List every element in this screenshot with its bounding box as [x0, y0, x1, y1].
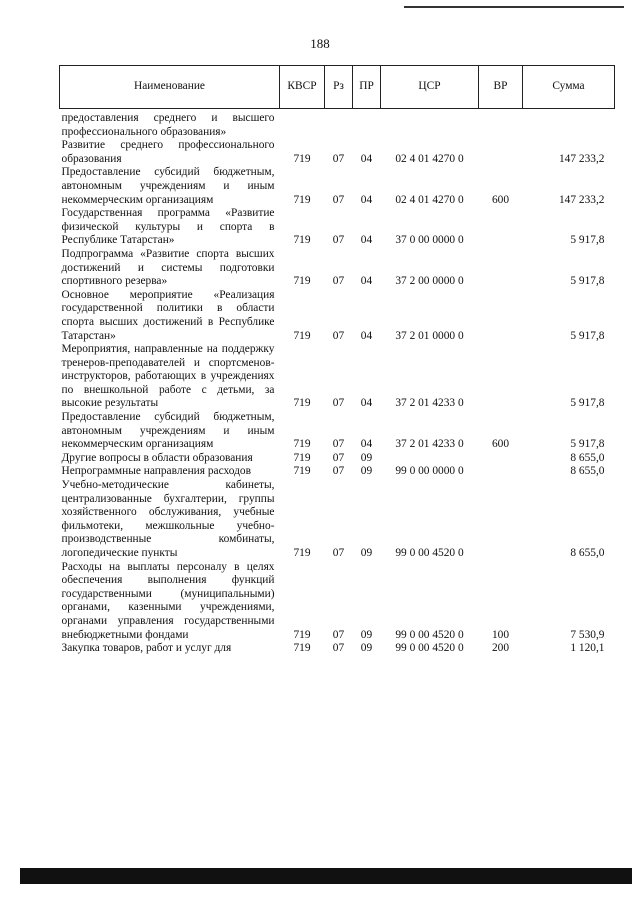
column-header-kvsr: КВСР: [280, 66, 325, 109]
cell-csr: 37 0 00 0000 0: [395, 234, 464, 247]
cell-name: Государственная программа «Развитие физической культуры и спорта в Республике Татарстан»: [61, 207, 275, 247]
cell-sum: 5 917,8: [570, 275, 605, 288]
cell-sum: 147 233,2: [558, 193, 605, 206]
cell-name: Расходы на выплаты персоналу в целях обеспечения выполнения функций государственными (муниципальными) органами, казенными учреждениями, органами управления государственными внебюджетными фондами: [61, 560, 275, 641]
cell-rz: 07: [332, 234, 345, 247]
cell-pr: 09: [360, 465, 373, 478]
cell-pr: 04: [360, 275, 373, 288]
cell-kvsr: 719: [293, 152, 311, 165]
cell-rz: 07: [332, 397, 345, 410]
cell-csr: [381, 109, 479, 140]
table-row: [60, 248, 615, 289]
cell-name: Закупка товаров, работ и услуг для: [61, 642, 232, 655]
cell-sum: 8 655,0: [570, 451, 605, 464]
cell-pr: 04: [360, 152, 373, 165]
cell-rz: 07: [332, 628, 345, 641]
cell-kvsr: 719: [293, 234, 311, 247]
cell-rz: [325, 109, 353, 140]
table-row: [60, 465, 615, 479]
cell-pr: 09: [360, 628, 373, 641]
cell-kvsr: 719: [293, 547, 311, 559]
page-number: 188: [310, 36, 330, 51]
cell-sum: 5 917,8: [570, 234, 605, 247]
cell-sum: 147 233,2: [558, 152, 605, 165]
cell-sum: 5 917,8: [570, 438, 605, 451]
cell-rz: 07: [332, 465, 345, 478]
cell-rz: 07: [332, 438, 345, 451]
cell-kvsr: 719: [293, 193, 311, 206]
cell-csr: [381, 452, 479, 466]
cell-vr: [479, 248, 523, 289]
cell-name: Основное мероприятие «Реализация государственной политики в области спорта высших достижений в Республике Татарстан»: [61, 288, 275, 342]
cell-sum: [523, 109, 615, 140]
cell-sum: 5 917,8: [570, 329, 605, 342]
cell-vr: [479, 207, 523, 248]
cell-rz: 07: [332, 329, 345, 342]
cell-name: Развитие среднего профессионального образования: [61, 139, 275, 165]
cell-pr: 04: [360, 234, 373, 247]
cell-kvsr: 719: [293, 628, 311, 641]
cell-sum: 1 120,1: [570, 642, 605, 655]
cell-pr: 09: [360, 547, 373, 559]
cell-sum: 7 530,9: [570, 628, 605, 641]
table-row: [60, 642, 615, 656]
cell-name: Мероприятия, направленные на поддержку тренеров-преподавателей и спортсменов-инструкторов, работающих в учреждениях по внешкольной работе с детьми, за высокие результаты: [61, 343, 275, 410]
cell-rz: 07: [332, 193, 345, 206]
column-header-vr: ВР: [479, 66, 523, 109]
cell-name: Подпрограмма «Развитие спорта высших достижений и системы подготовки спортивного резерва»: [61, 247, 275, 288]
table-row: [60, 289, 615, 343]
cell-name: Другие вопросы в области образования: [61, 451, 253, 464]
cell-pr: 09: [360, 642, 373, 655]
cell-sum: 5 917,8: [570, 397, 605, 410]
cell-kvsr: 719: [293, 275, 311, 288]
cell-rz: 07: [332, 642, 345, 655]
cell-name: Учебно-методические кабинеты, централизованные бухгалтерии, группы хозяйственного обслуживания, учебные фильмотеки, межшкольные учебно-производственные комбинаты, логопедические пункты: [61, 479, 275, 559]
cell-vr: [479, 109, 523, 140]
cell-sum: 8 655,0: [570, 547, 605, 559]
cell-kvsr: 719: [293, 642, 311, 655]
cell-rz: 07: [332, 451, 345, 464]
table-body: [60, 109, 615, 656]
cell-vr: 200: [491, 642, 510, 655]
cell-csr: 99 0 00 4520 0: [395, 642, 464, 655]
cell-pr: 09: [360, 451, 373, 464]
cell-vr: [479, 465, 523, 479]
cell-name: Непрограммные направления расходов: [61, 465, 252, 478]
cell-pr: [353, 109, 381, 140]
cell-kvsr: 719: [293, 438, 311, 451]
cell-csr: 02 4 01 4270 0: [395, 193, 464, 206]
cell-vr: 100: [491, 628, 510, 641]
table-row: [60, 411, 615, 452]
cell-kvsr: 719: [293, 451, 311, 464]
cell-vr: [479, 139, 523, 166]
cell-csr: 37 2 00 0000 0: [395, 275, 464, 288]
cell-name: предоставления среднего и высшего профессионального образования»: [61, 112, 275, 138]
cell-csr: 37 2 01 4233 0: [395, 438, 464, 451]
table-row: [60, 109, 615, 140]
column-header-pr: ПР: [353, 66, 381, 109]
cell-csr: 02 4 01 4270 0: [395, 152, 464, 165]
cell-kvsr: 719: [293, 465, 311, 478]
cell-vr: 600: [491, 193, 510, 206]
cell-kvsr: [280, 109, 325, 140]
column-header-csr: ЦСР: [381, 66, 479, 109]
cell-vr: 600: [491, 438, 510, 451]
table-header-row: [60, 66, 615, 109]
cell-sum: 8 655,0: [570, 465, 605, 478]
cell-vr: [479, 289, 523, 343]
table-row: [60, 343, 615, 411]
cell-pr: 04: [360, 329, 373, 342]
cell-name: Предоставление субсидий бюджетным, автономным учреждениям и иным некоммерческим организациям: [61, 411, 275, 451]
cell-csr: 37 2 01 4233 0: [395, 397, 464, 410]
top-rule: [404, 6, 624, 8]
cell-csr: 99 0 00 0000 0: [395, 465, 464, 478]
column-header-name: Наименование: [60, 66, 280, 109]
cell-rz: 07: [332, 275, 345, 288]
cell-pr: 04: [360, 438, 373, 451]
cell-kvsr: 719: [293, 329, 311, 342]
column-header-sum: Сумма: [523, 66, 615, 109]
cell-csr: 99 0 00 4520 0: [395, 628, 464, 641]
cell-vr: [479, 343, 523, 411]
table-row: [60, 139, 615, 166]
table-row: [60, 561, 615, 643]
cell-vr: [479, 452, 523, 466]
cell-pr: 04: [360, 193, 373, 206]
cell-name: Предоставление субсидий бюджетным, автономным учреждениям и иным некоммерческим организациям: [61, 166, 275, 206]
cell-rz: 07: [332, 547, 345, 559]
table-row: [60, 452, 615, 466]
cell-vr: [479, 479, 523, 561]
table-row: [60, 166, 615, 207]
cell-kvsr: 719: [293, 397, 311, 410]
table-row: [60, 479, 615, 561]
scan-bottom-edge: [20, 868, 632, 884]
cell-pr: 04: [360, 397, 373, 410]
column-header-rz: Рз: [325, 66, 353, 109]
budget-table: [59, 65, 615, 656]
cell-csr: 37 2 01 0000 0: [395, 329, 464, 342]
cell-rz: 07: [332, 152, 345, 165]
table-row: [60, 207, 615, 248]
cell-csr: 99 0 00 4520 0: [395, 547, 464, 559]
